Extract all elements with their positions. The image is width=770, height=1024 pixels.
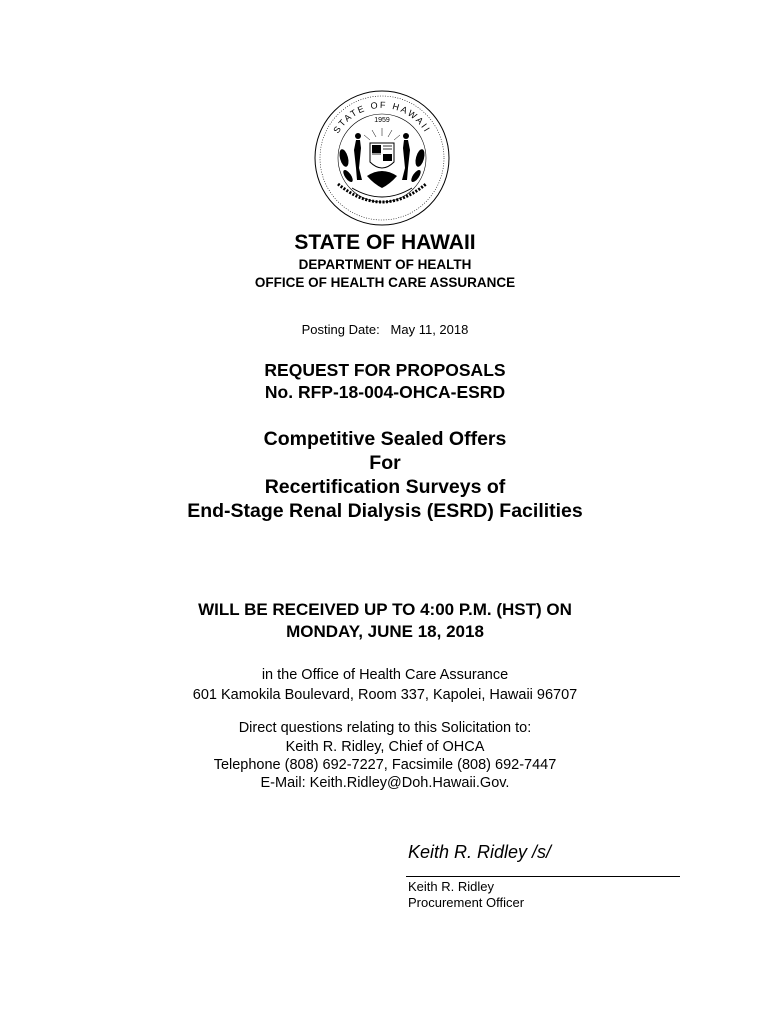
signer-title: Procurement Officer — [408, 895, 525, 910]
deadline-line-1: WILL BE RECEIVED UP TO 4:00 P.M. (HST) ON — [198, 600, 572, 619]
contact-email: E-Mail: Keith.Ridley@Doh.Hawaii.Gov. — [260, 775, 510, 791]
posting-date-value: May 11, 2018 — [390, 322, 469, 337]
contact-intro: Direct questions relating to this Solicitation to: — [238, 720, 532, 736]
signer-name: Keith R. Ridley — [408, 879, 494, 894]
seal-year: 1959 — [374, 117, 390, 124]
department-heading: DEPARTMENT OF HEALTH — [298, 257, 472, 272]
title-line-2: For — [369, 452, 401, 474]
title-line-1: Competitive Sealed Offers — [263, 428, 507, 450]
seal-ring-text: STATE OF HAWAII — [331, 99, 433, 135]
state-heading: STATE OF HAWAII — [294, 231, 476, 254]
location-line-1: in the Office of Health Care Assurance — [261, 667, 509, 683]
title-line-3: Recertification Surveys of — [264, 476, 506, 498]
posting-date — [0, 322, 770, 337]
contact-phone: Telephone (808) 692-7227, Facsimile (808) 692-7447 — [213, 757, 557, 773]
title-line-4: End-Stage Renal Dialysis (ESRD) Facilities — [187, 500, 583, 522]
rfp-heading: REQUEST FOR PROPOSALS — [264, 360, 506, 380]
rfp-number: No. RFP-18-004-OHCA-ESRD — [264, 382, 506, 402]
contact-name: Keith R. Ridley, Chief of OHCA — [285, 739, 485, 755]
posting-date-label: Posting Date: — [301, 322, 380, 337]
state-of-hawaii-seal — [312, 88, 452, 228]
deadline-line-2: MONDAY, JUNE 18, 2018 — [286, 622, 484, 641]
location-address: 601 Kamokila Boulevard, Room 337, Kapolei, Hawaii 96707 — [192, 687, 578, 703]
signature: Keith R. Ridley /s/ — [408, 842, 552, 862]
office-heading: OFFICE OF HEALTH CARE ASSURANCE — [254, 275, 516, 290]
signature-line — [406, 876, 680, 877]
